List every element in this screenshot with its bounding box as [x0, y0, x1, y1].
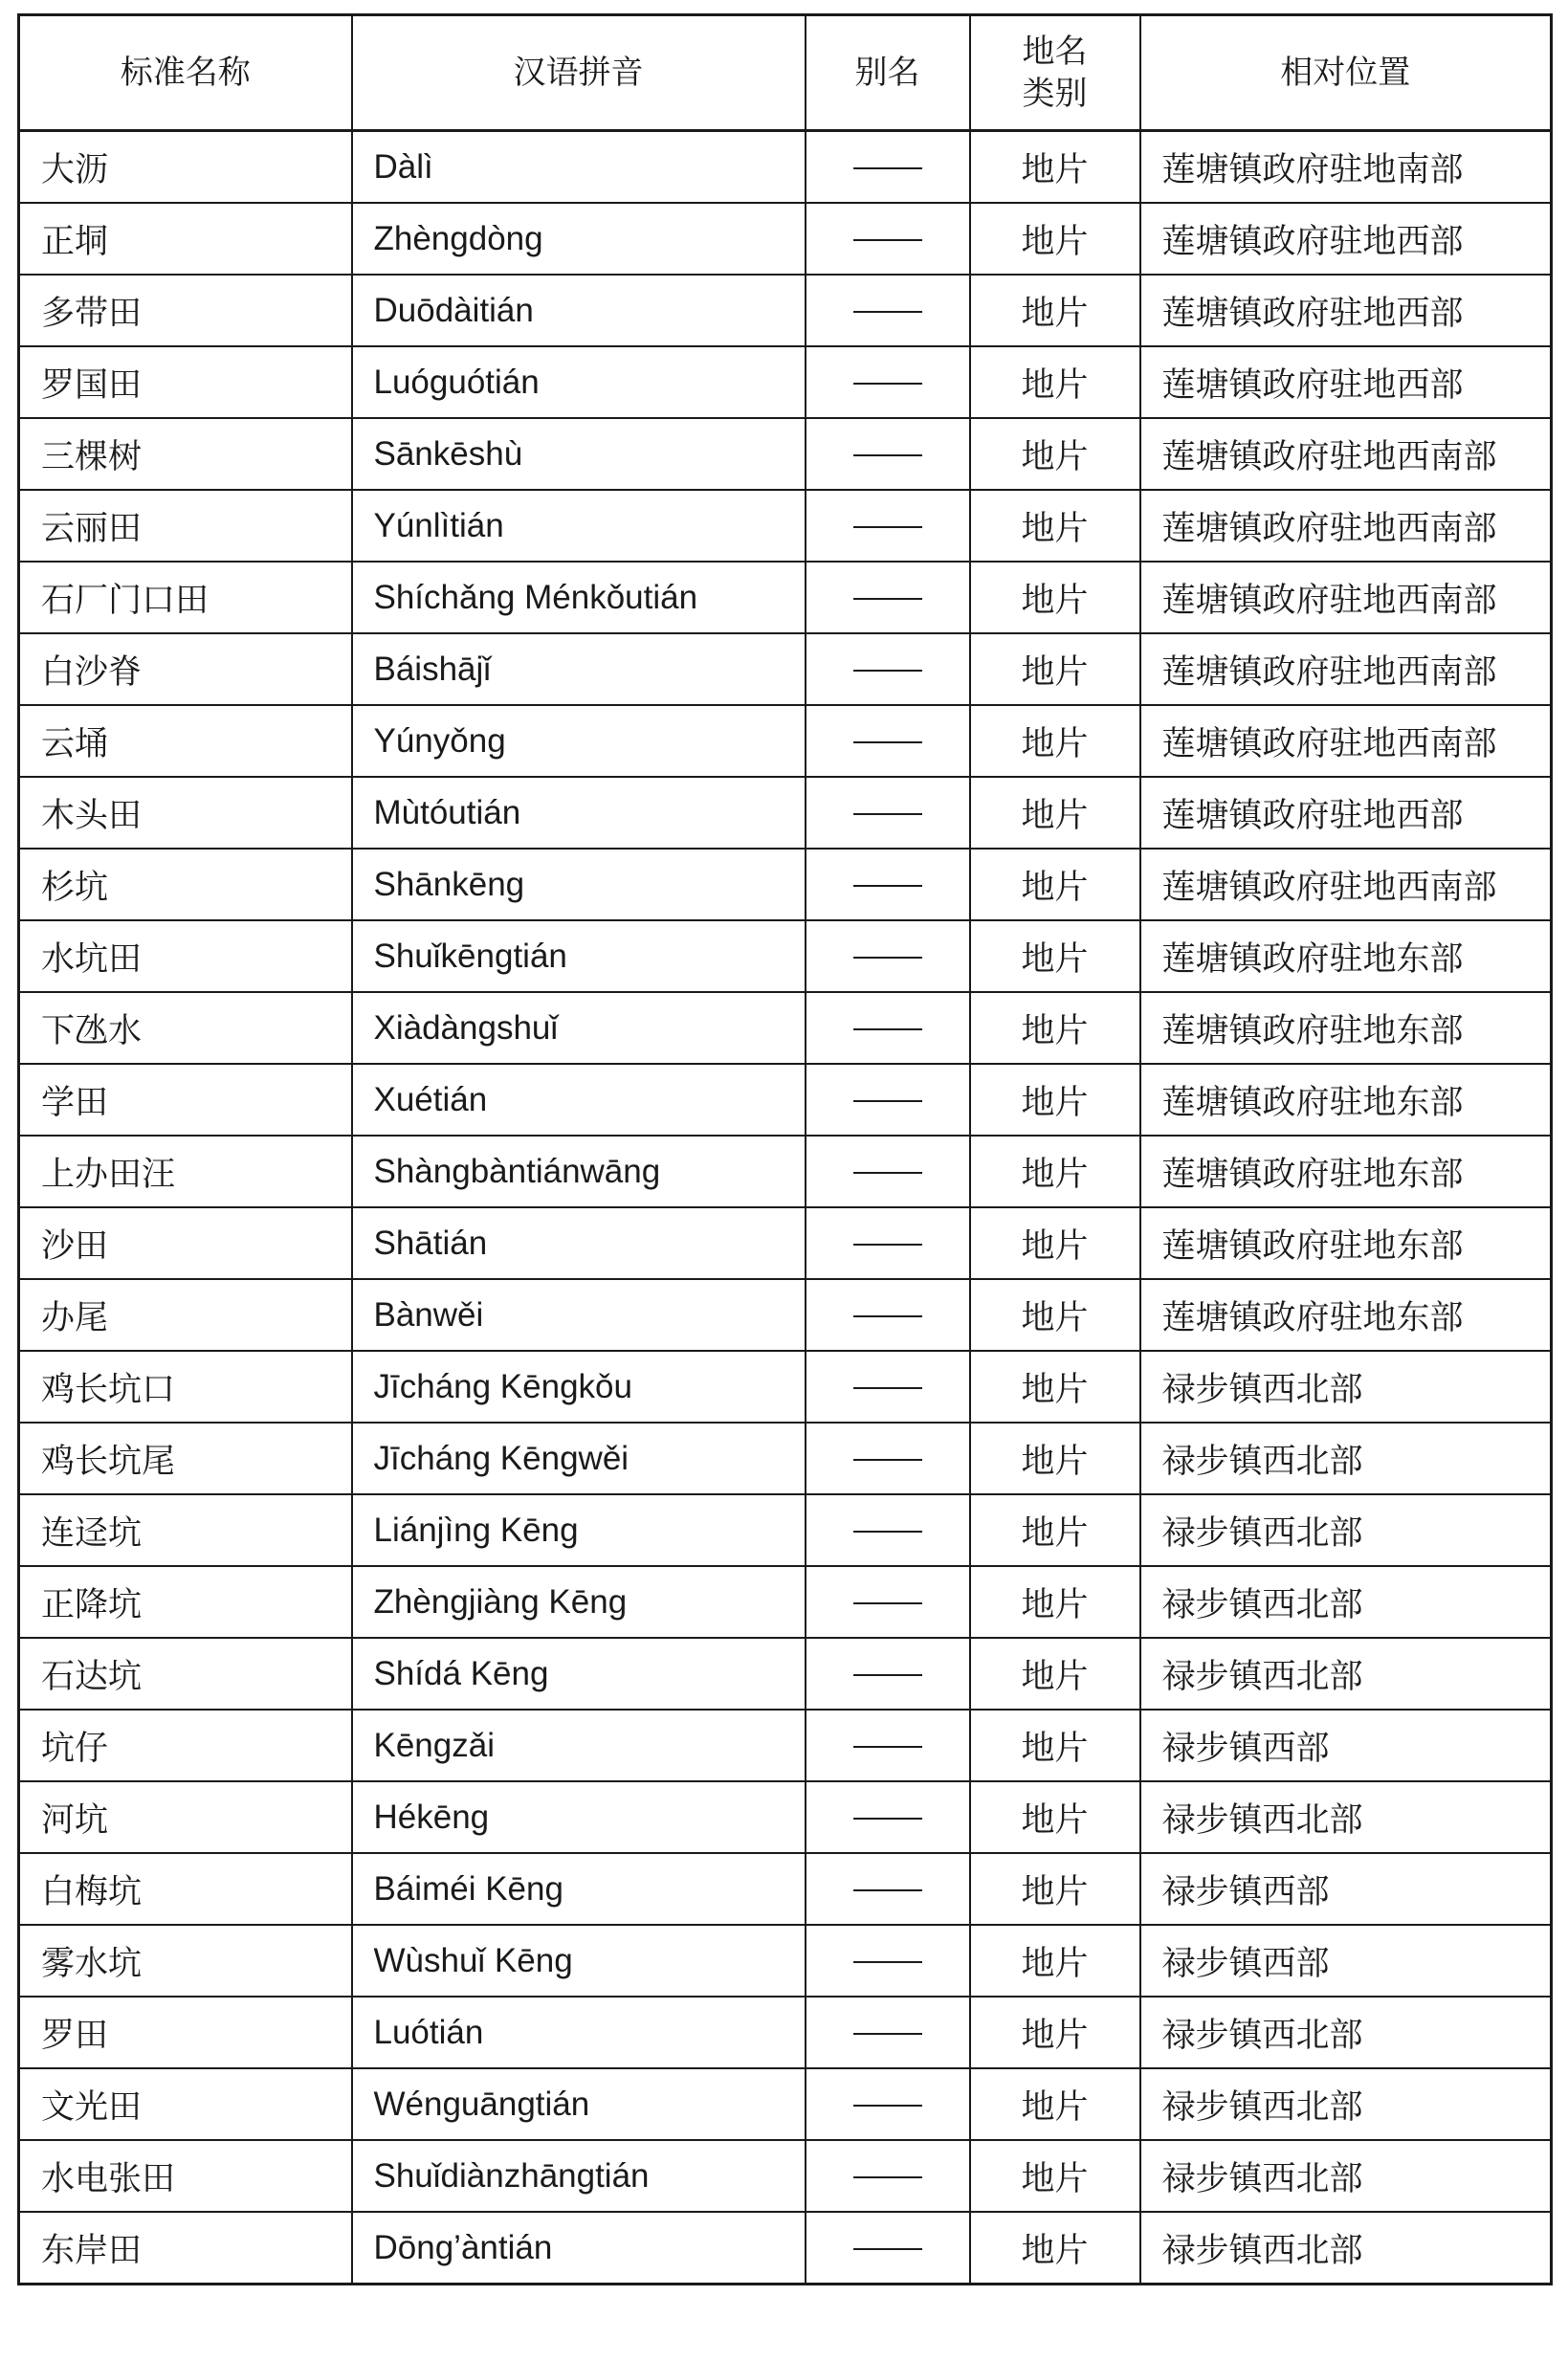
cell-pinyin: Wénguāngtián — [352, 2068, 806, 2140]
cell-relative-position: 莲塘镇政府驻地西南部 — [1140, 562, 1552, 633]
table-header-row — [19, 15, 1552, 131]
cell-alias — [806, 1351, 970, 1423]
cell-alias — [806, 1853, 970, 1925]
alias-dash — [853, 1746, 922, 1748]
cell-alias — [806, 633, 970, 705]
cell-alias — [806, 1781, 970, 1853]
cell-standard-name: 正降坑 — [19, 1566, 352, 1638]
cell-relative-position: 莲塘镇政府驻地西部 — [1140, 275, 1552, 346]
cell-pinyin: Jīcháng Kēngwěi — [352, 1423, 806, 1494]
cell-standard-name: 杉坑 — [19, 849, 352, 920]
table-row — [19, 1997, 1552, 2068]
cell-standard-name: 连迳坑 — [19, 1494, 352, 1566]
header-relative-position: 相对位置 — [1140, 15, 1552, 131]
table-row — [19, 1494, 1552, 1566]
cell-pinyin: Shuǐkēngtián — [352, 920, 806, 992]
cell-relative-position: 禄步镇西北部 — [1140, 2068, 1552, 2140]
cell-pinyin: Shātián — [352, 1207, 806, 1279]
alias-dash — [853, 957, 922, 959]
cell-category: 地片 — [970, 1136, 1140, 1207]
cell-category: 地片 — [970, 1279, 1140, 1351]
cell-category: 地片 — [970, 346, 1140, 418]
cell-relative-position: 莲塘镇政府驻地东部 — [1140, 1279, 1552, 1351]
cell-pinyin: Shàngbàntiánwāng — [352, 1136, 806, 1207]
table-row — [19, 275, 1552, 346]
table-row — [19, 1423, 1552, 1494]
cell-category: 地片 — [970, 777, 1140, 849]
alias-dash — [853, 670, 922, 672]
cell-standard-name: 上办田汪 — [19, 1136, 352, 1207]
cell-alias — [806, 131, 970, 204]
cell-category: 地片 — [970, 849, 1140, 920]
table-row — [19, 1638, 1552, 1710]
cell-category: 地片 — [970, 1638, 1140, 1710]
alias-dash — [853, 454, 922, 456]
cell-standard-name: 水电张田 — [19, 2140, 352, 2212]
cell-standard-name: 雾水坑 — [19, 1925, 352, 1997]
alias-dash — [853, 1244, 922, 1246]
cell-alias — [806, 777, 970, 849]
cell-category: 地片 — [970, 2140, 1140, 2212]
cell-relative-position: 禄步镇西北部 — [1140, 1781, 1552, 1853]
table-row — [19, 2140, 1552, 2212]
cell-standard-name: 东岸田 — [19, 2212, 352, 2285]
cell-standard-name: 鸡长坑口 — [19, 1351, 352, 1423]
table-row — [19, 1781, 1552, 1853]
table-row — [19, 1925, 1552, 1997]
table-row — [19, 1064, 1552, 1136]
cell-pinyin: Dàlì — [352, 131, 806, 204]
table-row — [19, 920, 1552, 992]
cell-relative-position: 莲塘镇政府驻地东部 — [1140, 920, 1552, 992]
alias-dash — [853, 1028, 922, 1030]
cell-pinyin: Wùshuǐ Kēng — [352, 1925, 806, 1997]
alias-dash — [853, 1172, 922, 1174]
header-standard-name: 标准名称 — [19, 15, 352, 131]
table-row — [19, 1566, 1552, 1638]
table-row — [19, 1207, 1552, 1279]
table-row — [19, 849, 1552, 920]
cell-alias — [806, 920, 970, 992]
cell-standard-name: 河坑 — [19, 1781, 352, 1853]
cell-alias — [806, 1279, 970, 1351]
cell-category: 地片 — [970, 2212, 1140, 2285]
cell-pinyin: Jīcháng Kēngkǒu — [352, 1351, 806, 1423]
cell-standard-name: 坑仔 — [19, 1710, 352, 1781]
table-row — [19, 1351, 1552, 1423]
cell-alias — [806, 1064, 970, 1136]
alias-dash — [853, 1387, 922, 1389]
cell-relative-position: 莲塘镇政府驻地西南部 — [1140, 633, 1552, 705]
cell-relative-position: 禄步镇西北部 — [1140, 1494, 1552, 1566]
table-row — [19, 705, 1552, 777]
cell-alias — [806, 1494, 970, 1566]
alias-dash — [853, 1889, 922, 1891]
alias-dash — [853, 1100, 922, 1102]
cell-category: 地片 — [970, 1997, 1140, 2068]
table-row — [19, 1136, 1552, 1207]
table-row — [19, 346, 1552, 418]
cell-pinyin: Liánjìng Kēng — [352, 1494, 806, 1566]
cell-alias — [806, 1997, 970, 2068]
cell-pinyin: Mùtóutián — [352, 777, 806, 849]
header-category-line1: 地名 — [1022, 33, 1088, 71]
header-category-line2: 类别 — [1022, 75, 1088, 113]
cell-category: 地片 — [970, 1207, 1140, 1279]
cell-pinyin: Báiméi Kēng — [352, 1853, 806, 1925]
alias-dash — [853, 2105, 922, 2107]
cell-alias — [806, 418, 970, 490]
table-row — [19, 1710, 1552, 1781]
cell-alias — [806, 346, 970, 418]
table-row — [19, 2068, 1552, 2140]
table-row — [19, 131, 1552, 204]
alias-dash — [853, 598, 922, 600]
cell-relative-position: 莲塘镇政府驻地西部 — [1140, 203, 1552, 275]
cell-alias — [806, 203, 970, 275]
alias-dash — [853, 2176, 922, 2178]
cell-category: 地片 — [970, 705, 1140, 777]
cell-category: 地片 — [970, 562, 1140, 633]
cell-standard-name: 水坑田 — [19, 920, 352, 992]
alias-dash — [853, 311, 922, 313]
cell-standard-name: 木头田 — [19, 777, 352, 849]
table-row — [19, 562, 1552, 633]
cell-standard-name: 多带田 — [19, 275, 352, 346]
cell-standard-name: 云埇 — [19, 705, 352, 777]
cell-alias — [806, 2140, 970, 2212]
table-body — [19, 131, 1552, 2285]
cell-standard-name: 罗国田 — [19, 346, 352, 418]
cell-pinyin: Zhèngjiàng Kēng — [352, 1566, 806, 1638]
cell-pinyin: Luóguótián — [352, 346, 806, 418]
cell-category: 地片 — [970, 1566, 1140, 1638]
cell-category: 地片 — [970, 203, 1140, 275]
cell-standard-name: 云丽田 — [19, 490, 352, 562]
cell-relative-position: 禄步镇西北部 — [1140, 1566, 1552, 1638]
header-alias: 别名 — [806, 15, 970, 131]
alias-dash — [853, 1531, 922, 1533]
cell-category: 地片 — [970, 1423, 1140, 1494]
cell-standard-name: 学田 — [19, 1064, 352, 1136]
cell-relative-position: 莲塘镇政府驻地东部 — [1140, 992, 1552, 1064]
cell-relative-position: 禄步镇西北部 — [1140, 1423, 1552, 1494]
alias-dash — [853, 526, 922, 528]
cell-category: 地片 — [970, 418, 1140, 490]
cell-relative-position: 禄步镇西北部 — [1140, 2140, 1552, 2212]
cell-alias — [806, 849, 970, 920]
cell-standard-name: 正垌 — [19, 203, 352, 275]
cell-pinyin: Sānkēshù — [352, 418, 806, 490]
alias-dash — [853, 1961, 922, 1963]
cell-standard-name: 石达坑 — [19, 1638, 352, 1710]
cell-alias — [806, 1566, 970, 1638]
cell-pinyin: Xiàdàngshuǐ — [352, 992, 806, 1064]
table-row — [19, 1853, 1552, 1925]
alias-dash — [853, 813, 922, 815]
cell-category: 地片 — [970, 2068, 1140, 2140]
cell-pinyin: Zhèngdòng — [352, 203, 806, 275]
cell-pinyin: Bànwěi — [352, 1279, 806, 1351]
cell-pinyin: Shídá Kēng — [352, 1638, 806, 1710]
alias-dash — [853, 167, 922, 169]
cell-pinyin: Shuǐdiànzhāngtián — [352, 2140, 806, 2212]
cell-pinyin: Dōng’àntián — [352, 2212, 806, 2285]
cell-standard-name: 下氹水 — [19, 992, 352, 1064]
alias-dash — [853, 1818, 922, 1820]
cell-alias — [806, 1423, 970, 1494]
cell-category: 地片 — [970, 920, 1140, 992]
cell-pinyin: Shíchǎng Ménkǒutián — [352, 562, 806, 633]
table-row — [19, 777, 1552, 849]
cell-relative-position: 莲塘镇政府驻地东部 — [1140, 1064, 1552, 1136]
table-row — [19, 2212, 1552, 2285]
cell-category: 地片 — [970, 1710, 1140, 1781]
cell-relative-position: 禄步镇西北部 — [1140, 1351, 1552, 1423]
cell-relative-position: 莲塘镇政府驻地西部 — [1140, 346, 1552, 418]
cell-relative-position: 莲塘镇政府驻地西南部 — [1140, 418, 1552, 490]
cell-pinyin: Shānkēng — [352, 849, 806, 920]
cell-category: 地片 — [970, 131, 1140, 204]
cell-standard-name: 鸡长坑尾 — [19, 1423, 352, 1494]
cell-category: 地片 — [970, 1781, 1140, 1853]
cell-relative-position: 莲塘镇政府驻地南部 — [1140, 131, 1552, 204]
cell-relative-position: 莲塘镇政府驻地东部 — [1140, 1207, 1552, 1279]
cell-pinyin: Báishājǐ — [352, 633, 806, 705]
cell-alias — [806, 705, 970, 777]
cell-relative-position: 禄步镇西部 — [1140, 1925, 1552, 1997]
alias-dash — [853, 1459, 922, 1461]
cell-standard-name: 三棵树 — [19, 418, 352, 490]
cell-standard-name: 大沥 — [19, 131, 352, 204]
cell-alias — [806, 1136, 970, 1207]
cell-alias — [806, 562, 970, 633]
cell-standard-name: 文光田 — [19, 2068, 352, 2140]
cell-standard-name: 罗田 — [19, 1997, 352, 2068]
cell-relative-position: 禄步镇西北部 — [1140, 1638, 1552, 1710]
cell-relative-position: 莲塘镇政府驻地西南部 — [1140, 490, 1552, 562]
cell-alias — [806, 1710, 970, 1781]
cell-standard-name: 石厂门口田 — [19, 562, 352, 633]
table-row — [19, 992, 1552, 1064]
cell-alias — [806, 1638, 970, 1710]
cell-alias — [806, 1925, 970, 1997]
alias-dash — [853, 2033, 922, 2035]
cell-standard-name: 白沙脊 — [19, 633, 352, 705]
cell-relative-position: 禄步镇西北部 — [1140, 2212, 1552, 2285]
alias-dash — [853, 885, 922, 887]
cell-relative-position: 禄步镇西北部 — [1140, 1997, 1552, 2068]
cell-category: 地片 — [970, 1064, 1140, 1136]
table-row — [19, 203, 1552, 275]
cell-pinyin: Duōdàitián — [352, 275, 806, 346]
place-name-table — [17, 13, 1553, 2285]
cell-standard-name: 办尾 — [19, 1279, 352, 1351]
cell-pinyin: Yúnyǒng — [352, 705, 806, 777]
cell-pinyin: Kēngzǎi — [352, 1710, 806, 1781]
cell-category: 地片 — [970, 1351, 1140, 1423]
cell-relative-position: 莲塘镇政府驻地东部 — [1140, 1136, 1552, 1207]
alias-dash — [853, 741, 922, 743]
alias-dash — [853, 1315, 922, 1317]
cell-standard-name: 白梅坑 — [19, 1853, 352, 1925]
table-row — [19, 1279, 1552, 1351]
cell-category: 地片 — [970, 992, 1140, 1064]
cell-relative-position: 莲塘镇政府驻地西南部 — [1140, 849, 1552, 920]
cell-alias — [806, 2068, 970, 2140]
alias-dash — [853, 1602, 922, 1604]
table-row — [19, 418, 1552, 490]
cell-category: 地片 — [970, 1494, 1140, 1566]
alias-dash — [853, 2248, 922, 2250]
cell-alias — [806, 490, 970, 562]
table-row — [19, 490, 1552, 562]
cell-category: 地片 — [970, 1853, 1140, 1925]
cell-alias — [806, 2212, 970, 2285]
cell-category: 地片 — [970, 490, 1140, 562]
cell-category: 地片 — [970, 633, 1140, 705]
cell-pinyin: Hékēng — [352, 1781, 806, 1853]
cell-standard-name: 沙田 — [19, 1207, 352, 1279]
cell-category: 地片 — [970, 275, 1140, 346]
cell-relative-position: 禄步镇西部 — [1140, 1853, 1552, 1925]
cell-pinyin: Yúnlìtián — [352, 490, 806, 562]
cell-relative-position: 莲塘镇政府驻地西部 — [1140, 777, 1552, 849]
cell-alias — [806, 1207, 970, 1279]
cell-category: 地片 — [970, 1925, 1140, 1997]
alias-dash — [853, 239, 922, 241]
cell-alias — [806, 275, 970, 346]
table-row — [19, 633, 1552, 705]
alias-dash — [853, 383, 922, 385]
cell-relative-position: 禄步镇西部 — [1140, 1710, 1552, 1781]
header-category — [970, 15, 1140, 131]
cell-alias — [806, 992, 970, 1064]
cell-pinyin: Xuétián — [352, 1064, 806, 1136]
header-pinyin: 汉语拼音 — [352, 15, 806, 131]
alias-dash — [853, 1674, 922, 1676]
cell-pinyin: Luótián — [352, 1997, 806, 2068]
cell-relative-position: 莲塘镇政府驻地西南部 — [1140, 705, 1552, 777]
